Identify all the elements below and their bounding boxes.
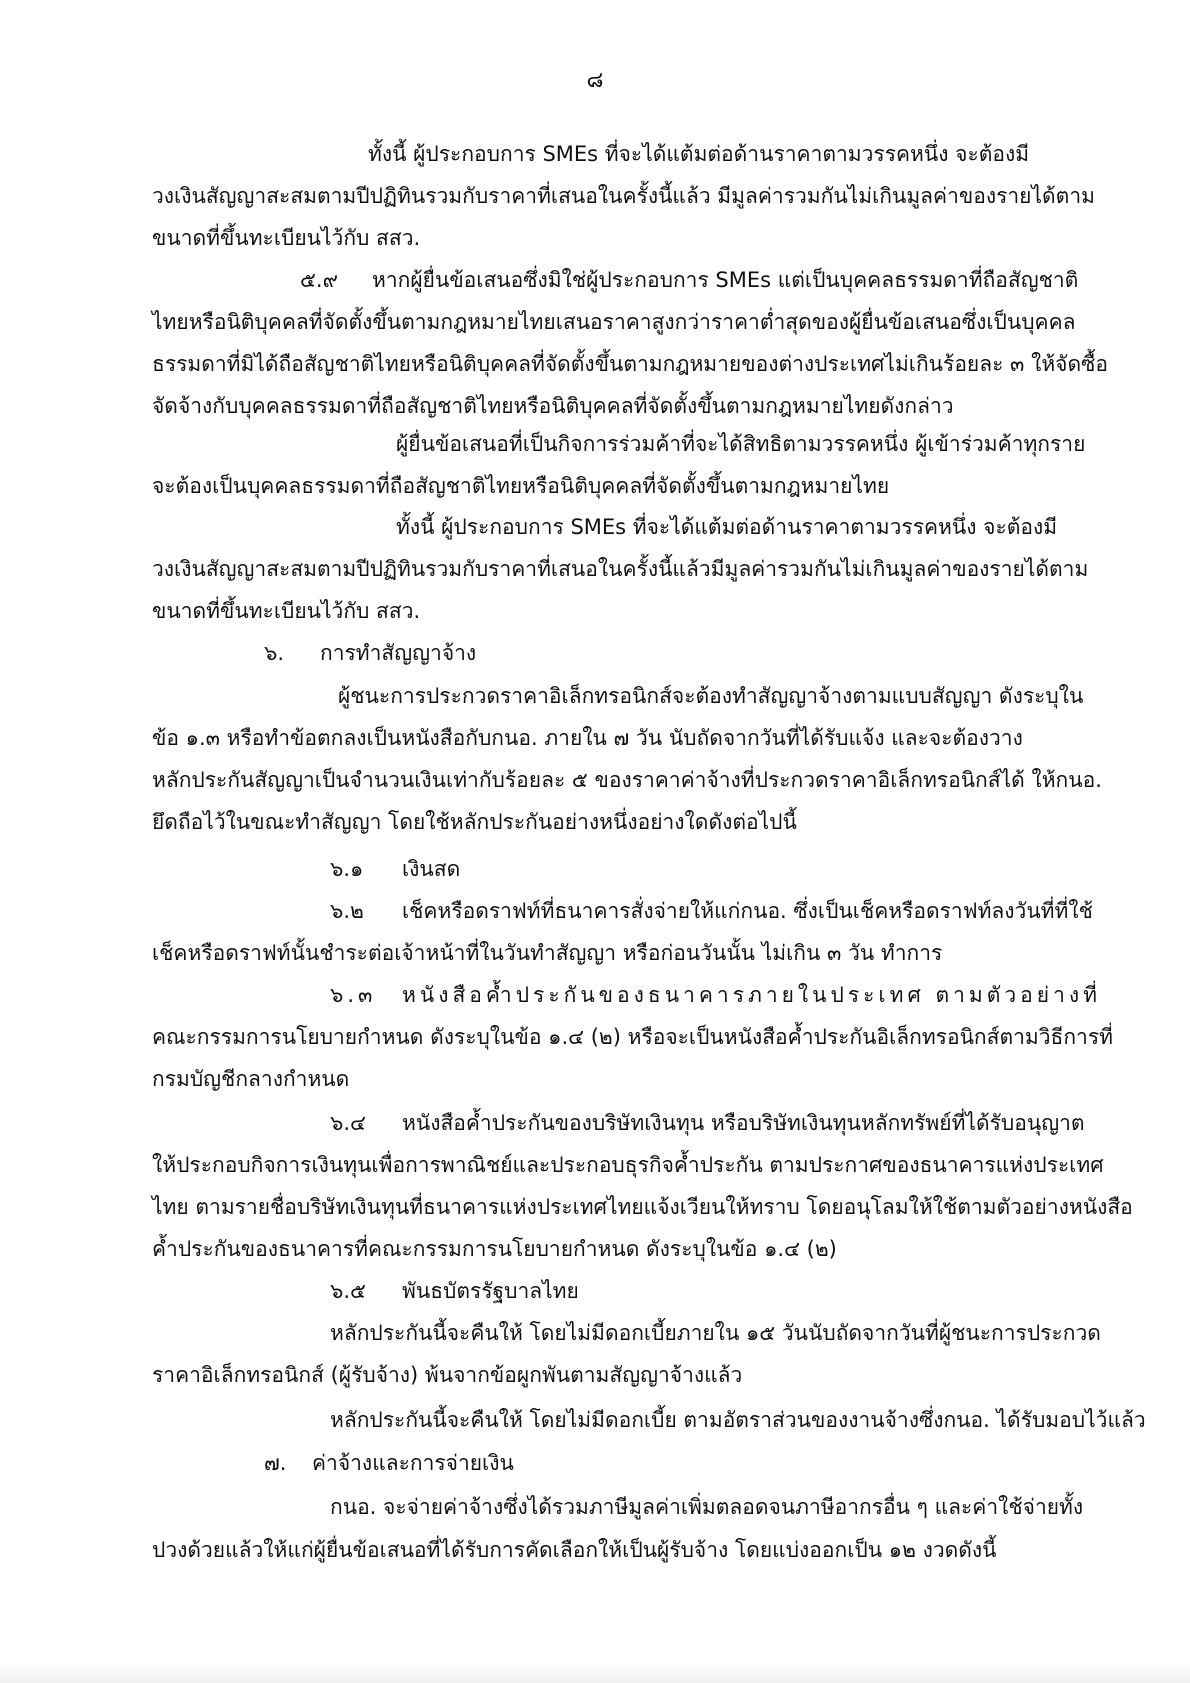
paragraph-line: ทั้งนี้ ผู้ประกอบการ SMEs ที่จะได้แต้มต่อด้านราคาตามวรรคหนึ่ง จะต้องมี: [396, 515, 1058, 539]
clause-5-9: [300, 265, 1078, 295]
paragraph-line: ขนาดที่ขึ้นทะเบียนไว้กับ สสว.: [152, 599, 421, 623]
paragraph-line: พันธบัตรรัฐบาลไทย: [402, 1279, 579, 1303]
clause-6-1: [330, 854, 460, 884]
paragraph-line: หากผู้ยื่นข้อเสนอซึ่งมิใช่ผู้ประกอบการ SMEs แต่เป็นบุคคลธรรมดาที่ถือสัญชาติ: [372, 268, 1079, 292]
clause-number: ๖.๑: [330, 857, 364, 881]
paragraph-line: ผู้ยื่นข้อเสนอที่เป็นกิจการร่วมค้าที่จะได้สิทธิตามวรรคหนึ่ง ผู้เข้าร่วมค้าทุกราย: [396, 432, 1086, 456]
paragraph-line: หลักประกันนี้จะคืนให้ โดยไม่มีดอกเบี้ย ตามอัตราส่วนของงานจ้างซึ่งกนอ. ได้รับมอบไว้แล้ว: [330, 1408, 1146, 1432]
paragraph-line: ผู้ชนะการประกวดราคาอิเล็กทรอนิกส์จะต้องทำสัญญาจ้างตามแบบสัญญา ดังระบุใน: [338, 684, 1084, 708]
paragraph-line: วงเงินสัญญาสะสมตามปีปฏิทินรวมกับราคาที่เสนอในครั้งนี้แล้ว มีมูลค่ารวมกันไม่เกินมูลค่าของรายได้ตาม: [152, 184, 1095, 208]
paragraph-line: เช็คหรือดราฟท์นั้นชำระต่อเจ้าหน้าที่ในวันทำสัญญา หรือก่อนวันนั้น ไม่เกิน ๓ วัน ทำการ: [152, 941, 943, 965]
paragraph-line: ไทยหรือนิติบุคคลที่จัดตั้งขึ้นตามกฎหมายไทยเสนอราคาสูงกว่าราคาต่ำสุดของผู้ยื่นข้อเสนอซึ่งเป็นบุคคล: [152, 310, 1076, 334]
section-title: การทำสัญญาจ้าง: [320, 641, 477, 665]
clause-number: ๖.๔: [330, 1111, 366, 1135]
page-number: ๘: [586, 68, 604, 93]
section-7-heading: [264, 1448, 514, 1478]
clause-6-3: [330, 980, 1101, 1010]
clause-6-5: [330, 1276, 579, 1306]
paragraph-line: จะต้องเป็นบุคคลธรรมดาที่ถือสัญชาติไทยหรือนิติบุคคลที่จัดตั้งขึ้นตามกฎหมายไทย: [152, 474, 890, 498]
paragraph-line: ให้ประกอบกิจการเงินทุนเพื่อการพาณิชย์และประกอบธุรกิจค้ำประกัน ตามประกาศของธนาคารแห่งประเทศ: [152, 1153, 1104, 1177]
paragraph-line: หลักประกันสัญญาเป็นจำนวนเงินเท่ากับร้อยละ ๕ ของราคาค่าจ้างที่ประกวดราคาอิเล็กทรอนิกส์ได้ ให้กนอ.: [152, 768, 1102, 792]
paragraph-line: หลักประกันนี้จะคืนให้ โดยไม่มีดอกเบี้ยภายใน ๑๕ วันนับถัดจากวันที่ผู้ชนะการประกวด: [330, 1321, 1101, 1345]
section-number: ๖.: [264, 641, 285, 665]
scan-edge-shadow: [0, 1663, 1190, 1683]
section-title: ค่าจ้างและการจ่ายเงิน: [312, 1451, 514, 1475]
paragraph-line: จัดจ้างกับบุคคลธรรมดาที่ถือสัญชาติไทยหรือนิติบุคคลที่จัดตั้งขึ้นตามกฎหมายไทยดังกล่าว: [152, 394, 954, 418]
paragraph-line: กนอ. จะจ่ายค่าจ้างซึ่งได้รวมภาษีมูลค่าเพิ่มตลอดจนภาษีอากรอื่น ๆ และค่าใช้จ่ายทั้ง: [330, 1495, 1084, 1519]
section-number: ๗.: [264, 1451, 287, 1475]
clause-number: ๖.๒: [330, 899, 364, 923]
paragraph-line: เช็คหรือดราฟท์ที่ธนาคารสั่งจ่ายให้แก่กนอ. ซึ่งเป็นเช็คหรือดราฟท์ลงวันที่ที่ใช้: [402, 899, 1093, 923]
paragraph-line: วงเงินสัญญาสะสมตามปีปฏิทินรวมกับราคาที่เสนอในครั้งนี้แล้วมีมูลค่ารวมกันไม่เกินมูลค่าของรายได้ตาม: [152, 557, 1089, 581]
paragraph-line: ปวงด้วยแล้วให้แก่ผู้ยื่นข้อเสนอที่ได้รับการคัดเลือกให้เป็นผู้รับจ้าง โดยแบ่งออกเป็น ๑๒ งวดดังนี้: [152, 1538, 997, 1562]
paragraph-line: ไทย ตามรายชื่อบริษัทเงินทุนที่ธนาคารแห่งประเทศไทยแจ้งเวียนให้ทราบ โดยอนุโลมให้ใช้ตามตัวอย่างหนังสือ: [152, 1195, 1133, 1219]
paragraph-line: หนังสือค้ำประกันของบริษัทเงินทุน หรือบริษัทเงินทุนหลักทรัพย์ที่ได้รับอนุญาต: [402, 1111, 1085, 1135]
paragraph-line: ราคาอิเล็กทรอนิกส์ (ผู้รับจ้าง) พ้นจากข้อผูกพันตามสัญญาจ้างแล้ว: [152, 1363, 743, 1387]
paragraph-line: เงินสด: [402, 857, 461, 881]
paragraph-line: หนังสือค้ำประกันของธนาคารภายในประเทศ ตามตัวอย่างที่: [402, 983, 1101, 1007]
paragraph-line: คณะกรรมการนโยบายกำหนด ดังระบุในข้อ ๑.๔ (๒) หรือจะเป็นหนังสือค้ำประกันอิเล็กทรอนิกส์ตามวิธีการที่: [152, 1025, 1113, 1049]
paragraph-line: ค้ำประกันของธนาคารที่คณะกรรมการนโยบายกำหนด ดังระบุในข้อ ๑.๔ (๒): [152, 1237, 837, 1261]
paragraph-line: ทั้งนี้ ผู้ประกอบการ SMEs ที่จะได้แต้มต่อด้านราคาตามวรรคหนึ่ง จะต้องมี: [368, 142, 1030, 166]
clause-number: ๖.๕: [330, 1279, 366, 1303]
paragraph-line: กรมบัญชีกลางกำหนด: [152, 1067, 350, 1091]
clause-6-4: [330, 1108, 1085, 1138]
section-6-heading: [264, 638, 476, 668]
paragraph-line: ขนาดที่ขึ้นทะเบียนไว้กับ สสว.: [152, 226, 421, 250]
paragraph-line: ธรรมดาที่มิได้ถือสัญชาติไทยหรือนิติบุคคลที่จัดตั้งขึ้นตามกฎหมายของต่างประเทศไม่เกินร้อยละ ๓ ให้จัดซื้อ: [152, 352, 1108, 376]
paragraph-line: ยึดถือไว้ในขณะทำสัญญา โดยใช้หลักประกันอย่างหนึ่งอย่างใดดังต่อไปนี้: [152, 810, 797, 834]
clause-number: ๖.๓: [330, 983, 377, 1007]
clause-6-2: [330, 896, 1093, 926]
clause-number: ๕.๙: [300, 268, 338, 292]
paragraph-line: ข้อ ๑.๓ หรือทำข้อตกลงเป็นหนังสือกับกนอ. ภายใน ๗ วัน นับถัดจากวันที่ได้รับแจ้ง และจะต้องวาง: [152, 726, 1023, 750]
